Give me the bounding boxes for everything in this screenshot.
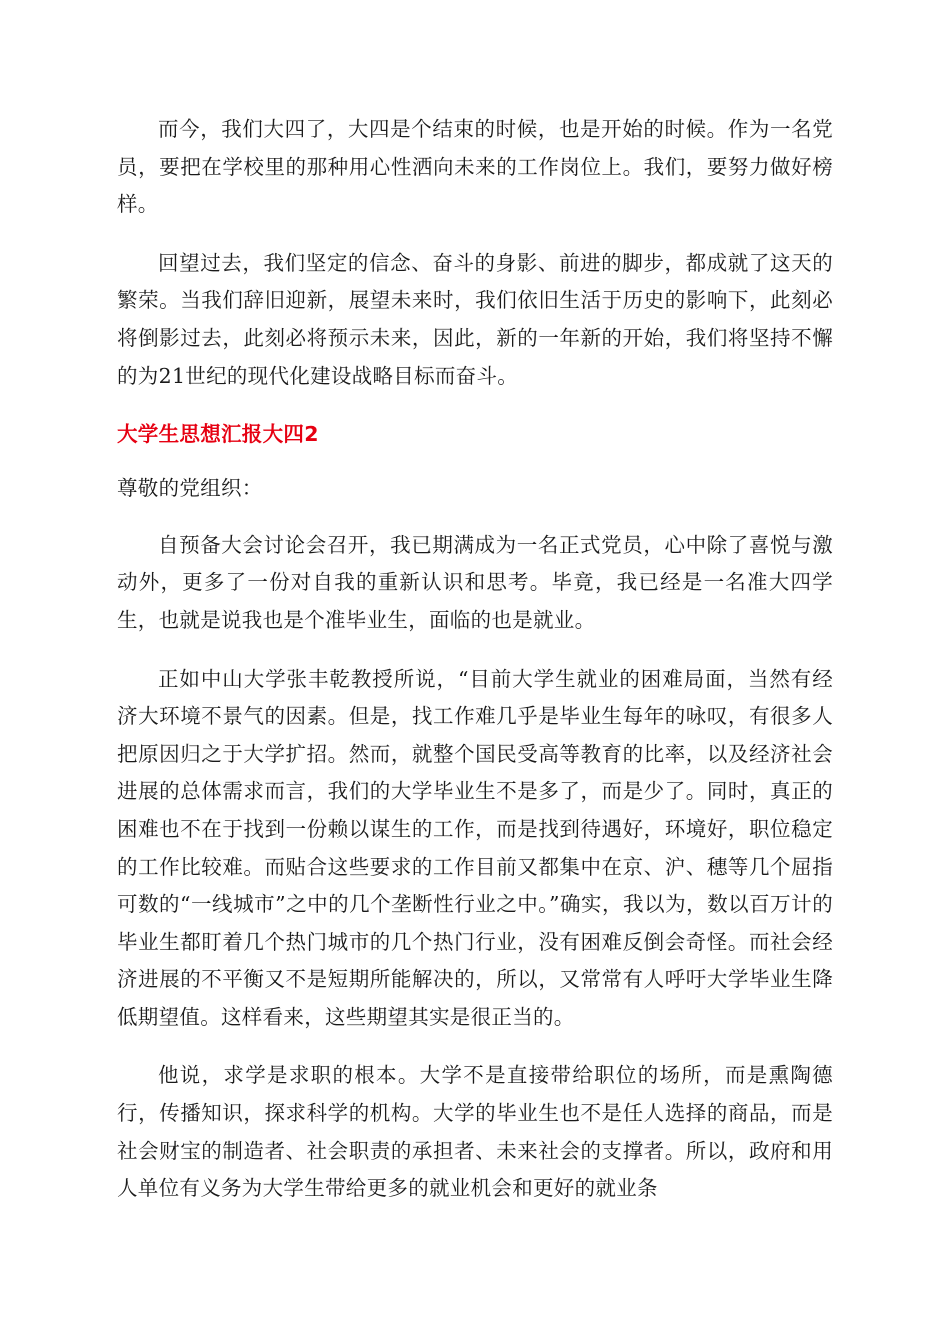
paragraph: 回望过去，我们坚定的信念、奋斗的身影、前进的脚步，都成就了这天的繁荣。当我们辞旧迎新，展望未来时，我们依旧生活于历史的影响下，此刻必将倒影过去，此刻必将预示未来，因此，新的一年新的开始，我们将坚持不懈的为21世纪的现代化建设战略目标而奋斗。	[117, 250, 833, 388]
section-heading: 大学生思想汇报大四2	[117, 422, 319, 447]
paragraph: 而今，我们大四了，大四是个结束的时候，也是开始的时候。作为一名党员，要把在学校里的那种用心性洒向未来的工作岗位上。我们，要努力做好榜样。	[117, 117, 833, 217]
paragraph: 正如中山大学张丰乾教授所说，“目前大学生就业的困难局面，当然有经济大环境不景气的因素。但是，找工作难几乎是毕业生每年的咏叹，有很多人把原因归之于大学扩招。然而，就整个国民受高等教育的比率，以及经济社会进展的总体需求而言，我们的大学毕业生不是多了，而是少了。同时，真正的困难也不在于找到一份赖以谋生的工作，而是找到待遇好，环境好，职位稳定的工作比较难。而贴合这些要求的工作目前又都集中在京、沪、穗等几个屈指可数的“一线城市”之中的几个垄断性行业之中。”确实，我以为，数以百万计的毕业生都盯着几个热门城市的几个热门行业，没有困难反倒会奇怪。而社会经济进展的不平衡又不是短期所能解决的，所以，又常常有人呼吁大学毕业生降低期望值。这样看来，这些期望其实是很正当的。	[117, 666, 833, 1029]
paragraph: 他说，求学是求职的根本。大学不是直接带给职位的场所，而是熏陶德行，传播知识，探求科学的机构。大学的毕业生也不是任人选择的商品，而是社会财宝的制造者、社会职责的承担者、未来社会的支撑者。所以，政府和用人单位有义务为大学生带给更多的就业机会和更好的就业条	[117, 1063, 833, 1201]
salutation: 尊敬的党组织：	[117, 476, 263, 501]
document-body	[117, 111, 833, 1229]
paragraph: 自预备大会讨论会召开，我已期满成为一名正式党员，心中除了喜悦与激动外，更多了一份对自我的重新认识和思考。毕竟，我已经是一名准大四学生，也就是说我也是个准毕业生，面临的也是就业。	[117, 532, 833, 632]
